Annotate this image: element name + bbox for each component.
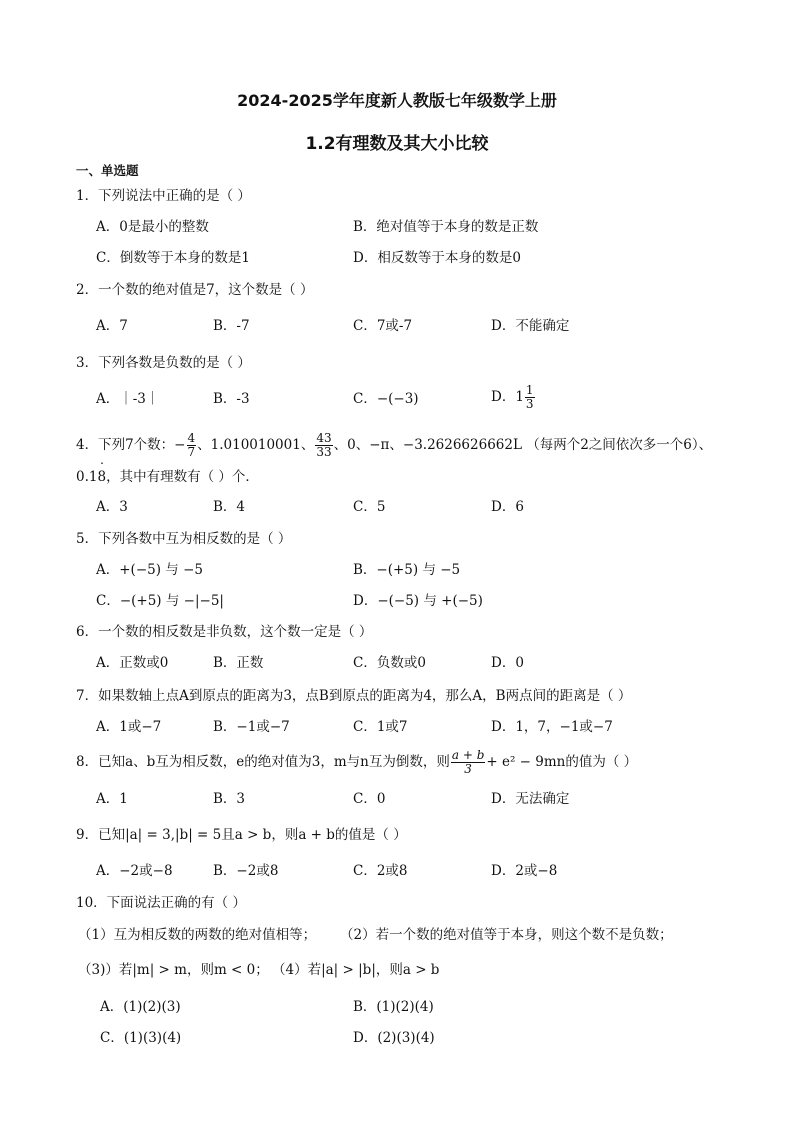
question-5-option-a[interactable]: A．+(−5) 与 −5	[96, 562, 203, 578]
question-4-stem-line2: 0.1˙ 8，其中有理数有（ ）个．	[76, 468, 259, 486]
question-4-option-c[interactable]: C．5	[353, 499, 386, 515]
question-1-option-c[interactable]: C．倒数等于本身的数是1	[96, 250, 250, 266]
question-10-statement-3: （3)）若|m| > m，则m < 0；	[78, 962, 269, 978]
question-4-option-a[interactable]: A．3	[96, 499, 128, 515]
question-10-option-a[interactable]: A．(1)(2)(3)	[100, 999, 181, 1015]
question-10-stem: 10．下面说法正确的有（ ）	[76, 895, 246, 911]
question-7-option-a[interactable]: A．1或−7	[96, 719, 162, 735]
document-subtitle: 1.2有理数及其大小比较	[305, 134, 489, 154]
question-1-option-a[interactable]: A．0是最小的整数	[96, 219, 209, 235]
question-10-option-d[interactable]: D．(2)(3)(4)	[353, 1030, 435, 1046]
question-6-option-a[interactable]: A．正数或0	[96, 655, 169, 671]
question-5-option-d[interactable]: D．−(−5) 与 +(−5)	[353, 593, 483, 609]
question-4-option-b[interactable]: B．4	[213, 499, 246, 515]
question-3-stem: 3．下列各数是负数的是（ ）	[76, 355, 251, 371]
question-9-option-c[interactable]: C．2或8	[353, 863, 408, 879]
question-7-option-d[interactable]: D．1，7，−1或−7	[491, 719, 613, 735]
question-9-option-b[interactable]: B．−2或8	[213, 863, 279, 879]
question-5-option-b[interactable]: B．−(+5) 与 −5	[353, 562, 461, 578]
question-8-option-a[interactable]: A．1	[96, 791, 128, 807]
document-title: 2024-2025学年度新人教版七年级数学上册	[237, 91, 557, 110]
question-4-stem: 4．下列7个数：− $\frac{4}{7}$ 、1.010010001、 $\frac{43}{33}$ 、0、−π、−3.2626626662L （每两个2之间依次多一个6）、	[76, 431, 713, 459]
question-6-stem: 6．一个数的相反数是非负数，这个数一定是（ ）	[76, 624, 373, 640]
question-3-option-c[interactable]: C．−(−3)	[353, 391, 419, 407]
question-10-option-c[interactable]: C．(1)(3)(4)	[100, 1030, 182, 1046]
question-7-option-c[interactable]: C．1或7	[353, 719, 408, 735]
question-10-option-b[interactable]: B．(1)(2)(4)	[353, 999, 434, 1015]
question-3-option-b[interactable]: B．-3	[213, 391, 250, 407]
question-8-option-b[interactable]: B．3	[213, 791, 246, 807]
question-6-option-b[interactable]: B．正数	[213, 655, 264, 671]
question-2-option-c[interactable]: C．7或-7	[353, 318, 413, 334]
question-1-stem: 1．下列说法中正确的是（ ）	[76, 188, 251, 204]
question-7-stem: 7．如果数轴上点A到原点的距离为3，点B到原点的距离为4，那么A，B两点间的距离是（ ）	[76, 688, 632, 704]
question-3-option-d[interactable]: D．1 $\frac{1}{3}$	[491, 383, 534, 411]
question-10-statement-4: （4）若|a| > |b|，则a > b	[272, 962, 440, 978]
question-2-option-d[interactable]: D．不能确定	[491, 318, 570, 334]
question-8-stem: 8．已知a、b互为相反数，e的绝对值为3，m与n互为倒数，则 $\frac{a + b}{3}$ + e² − 9mn的值为（ ）	[76, 748, 638, 776]
section-heading: 一、单选题	[76, 163, 139, 178]
question-9-stem: 9．已知|a| = 3,|b| = 5且a > b，则a + b的值是（ ）	[76, 827, 407, 843]
question-2-option-a[interactable]: A．7	[96, 318, 128, 334]
question-2-option-b[interactable]: B．-7	[213, 318, 250, 334]
question-6-option-c[interactable]: C．负数或0	[353, 655, 426, 671]
question-5-option-c[interactable]: C．−(+5) 与 −|−5|	[96, 593, 224, 609]
question-10-statement-1: （1）互为相反数的两数的绝对值相等；	[78, 927, 317, 943]
question-8-option-c[interactable]: C．0	[353, 791, 386, 807]
question-1-option-b[interactable]: B．绝对值等于本身的数是正数	[353, 219, 539, 235]
question-6-option-d[interactable]: D．0	[491, 655, 524, 671]
question-4-option-d[interactable]: D．6	[491, 499, 524, 515]
question-9-option-a[interactable]: A．−2或−8	[96, 863, 173, 879]
question-7-option-b[interactable]: B．−1或−7	[213, 719, 290, 735]
question-3-option-a[interactable]: A．｜-3｜	[96, 391, 160, 407]
question-1-option-d[interactable]: D．相反数等于本身的数是0	[353, 250, 521, 266]
question-9-option-d[interactable]: D．2或−8	[491, 863, 558, 879]
question-8-option-d[interactable]: D．无法确定	[491, 791, 570, 807]
question-5-stem: 5．下列各数中互为相反数的是（ ）	[76, 531, 292, 547]
question-2-stem: 2．一个数的绝对值是7，这个数是（ ）	[76, 282, 314, 298]
question-10-statement-2: （2）若一个数的绝对值等于本身，则这个数不是负数；	[340, 927, 673, 943]
